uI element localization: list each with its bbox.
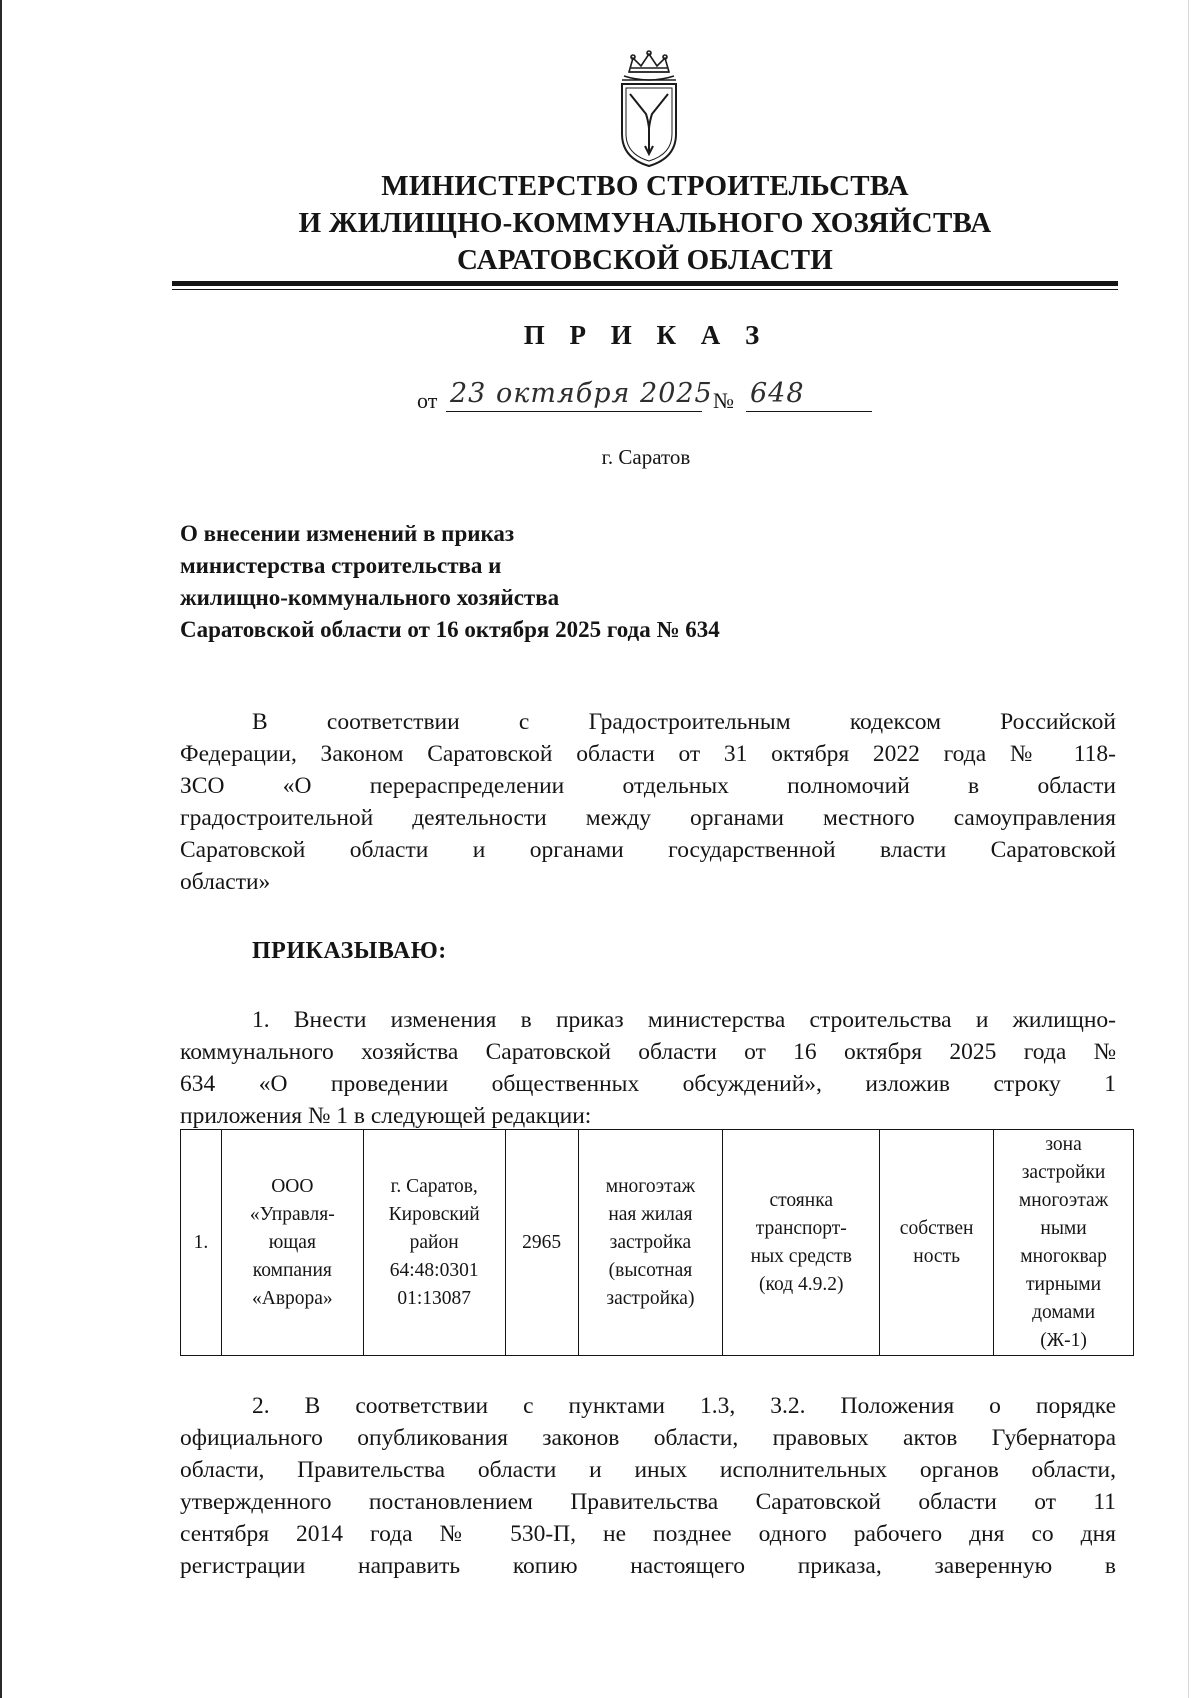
order-date-handwritten: 23 октября 2025 xyxy=(450,378,713,409)
order-date-field xyxy=(446,373,713,412)
number-prefix: № xyxy=(713,388,734,413)
preamble-line: В соответствии с Градостроительным кодексом Российской xyxy=(252,709,1116,735)
decree-heading: ПРИКАЗЫВАЮ: xyxy=(252,938,447,964)
header-rule-thick xyxy=(172,281,1118,286)
preamble-line: ЗСО «О перераспределении отдельных полномочий в области xyxy=(180,773,1116,799)
item-2-paragraph xyxy=(180,1390,1116,1582)
order-title: П Р И К А З xyxy=(523,320,769,350)
cell-area: 2965 xyxy=(505,1130,578,1356)
subject-line: жилищно-коммунального хозяйства xyxy=(180,585,560,610)
amendment-table xyxy=(180,1129,1134,1356)
subject-line: Саратовской области от 16 октября 2025 года № 634 xyxy=(180,617,720,642)
item-2-line: 2. В соответствии с пунктами 1.3, 3.2. Положения о порядке xyxy=(252,1393,1116,1419)
item-2-line: области, Правительства области и иных исполнительных органов области, xyxy=(180,1457,1116,1483)
header-rule-thin xyxy=(172,289,1118,290)
item-1-line: 1. Внести изменения в приказ министерства строительства и жилищно- xyxy=(252,1007,1116,1033)
item-2-line: сентября 2014 года № 530-П, не позднее одного рабочего дня со дня xyxy=(180,1521,1116,1547)
order-city: г. Саратов xyxy=(601,445,691,469)
preamble-line: области» xyxy=(180,869,271,895)
ministry-name-line: САРАТОВСКОЙ ОБЛАСТИ xyxy=(456,244,834,276)
ministry-name xyxy=(170,168,1120,279)
item-1-line: приложения № 1 в следующей редакции: xyxy=(180,1103,592,1129)
cell-territorial-zone: зона застройки многоэтаж ными многоквар тирными домами (Ж-1) xyxy=(994,1130,1134,1356)
order-number-field xyxy=(746,373,872,412)
table-row xyxy=(181,1130,1134,1356)
item-1-paragraph xyxy=(180,1004,1116,1132)
item-1-line: коммунального хозяйства Саратовской области от 16 октября 2025 года № xyxy=(180,1039,1116,1065)
preamble-line: Саратовской области и органами государственной власти Саратовской xyxy=(180,837,1116,863)
cell-ownership: собствен ность xyxy=(880,1130,994,1356)
order-subject xyxy=(180,518,720,646)
saratov-coat-of-arms-icon xyxy=(612,50,686,168)
preamble-line: градостроительной деятельности между органами местного самоуправления xyxy=(180,805,1116,831)
cell-zone-use: многоэтаж ная жилая застройка (высотная застройка) xyxy=(578,1130,723,1356)
ministry-name-line: МИНИСТЕРСТВО СТРОИТЕЛЬСТВА xyxy=(381,170,909,202)
item-2-line: регистрации направить копию настоящего приказа, заверенную в xyxy=(180,1553,1116,1579)
ministry-name-line: И ЖИЛИЩНО-КОММУНАЛЬНОГО ХОЗЯЙСТВА xyxy=(298,207,992,239)
item-2-line: официального опубликования законов области, правовых актов Губернатора xyxy=(180,1425,1116,1451)
date-prefix: от xyxy=(417,388,438,413)
cell-organization: ООО «Управля- ющая компания «Аврора» xyxy=(221,1130,363,1356)
cell-requested-use: стоянка транспорт- ных средств (код 4.9.2) xyxy=(723,1130,880,1356)
scan-edge-right xyxy=(1188,0,1189,1698)
item-1-line: 634 «О проведении общественных обсуждений», изложив строку 1 xyxy=(180,1071,1116,1097)
subject-line: министерства строительства и xyxy=(180,553,502,578)
preamble-line: Федерации, Законом Саратовской области от 31 октября 2022 года № 118- xyxy=(180,741,1116,767)
cell-row-number: 1. xyxy=(181,1130,222,1356)
scan-edge-left xyxy=(0,0,2,1698)
cell-location-cadastral: г. Саратов, Кировский район 64:48:0301 01:13087 xyxy=(363,1130,505,1356)
subject-line: О внесении изменений в приказ xyxy=(180,521,515,546)
order-number-handwritten: 648 xyxy=(750,378,805,409)
preamble-paragraph xyxy=(180,706,1116,898)
item-2-line: утвержденного постановлением Правительства Саратовской области от 11 xyxy=(180,1489,1116,1515)
